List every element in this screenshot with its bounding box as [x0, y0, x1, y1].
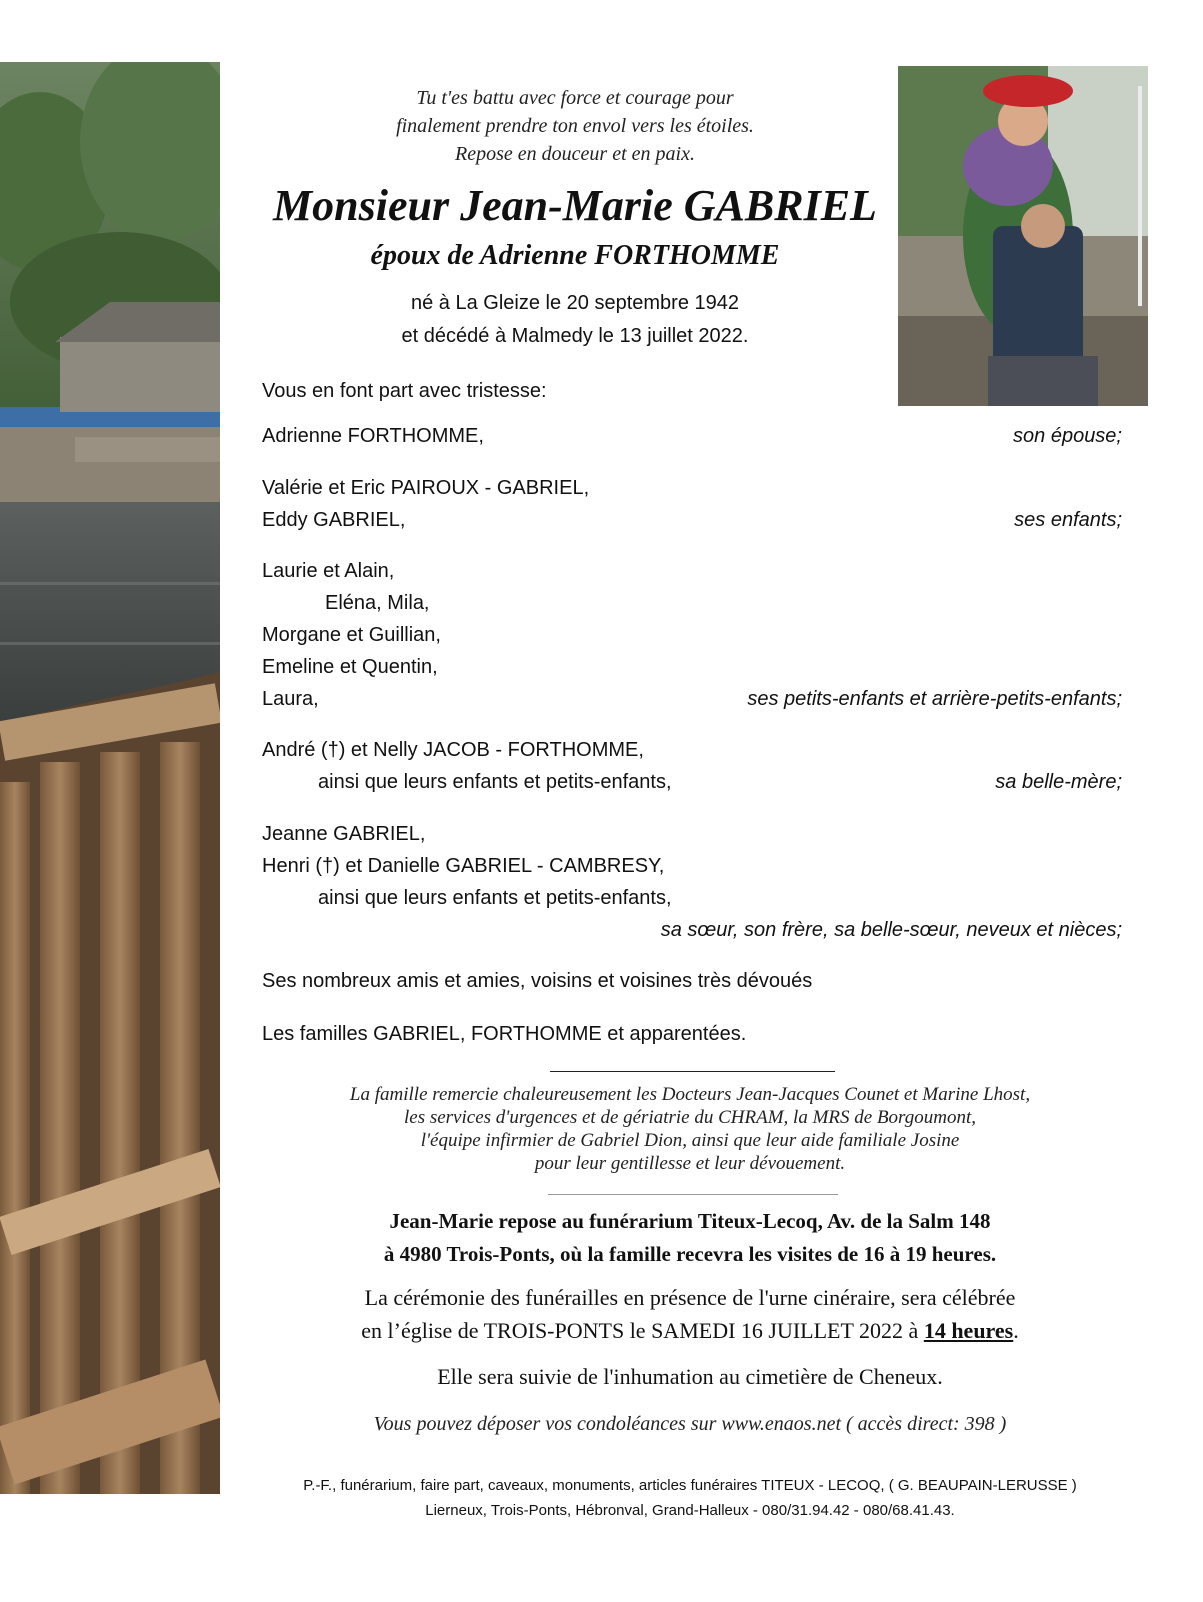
- thanks-line: les services d'urgences et de gériatrie du CHRAM, la MRS de Borgoumont,: [403, 1107, 976, 1128]
- ceremony-block: [230, 1281, 1150, 1347]
- dates: [300, 287, 850, 353]
- relation: sa sœur, son frère, sa belle-sœur, neveux et nièces;: [660, 919, 1122, 941]
- verse-line: finalement prendre ton envol vers les étoiles.: [396, 115, 754, 137]
- divider: [550, 1071, 835, 1072]
- family-group-grandchildren: [262, 555, 1122, 715]
- family-name: Laura,: [262, 688, 319, 710]
- repose-line: à 4980 Trois-Ponts, où la famille recevra les visites de 16 à 19 heures.: [383, 1242, 997, 1266]
- relation: ses enfants;: [1014, 509, 1122, 531]
- family-group-siblings: [262, 818, 1122, 946]
- ceremony-line: [230, 1314, 1150, 1347]
- family-name: Emeline et Quentin,: [262, 656, 438, 678]
- family-name: Adrienne FORTHOMME,: [262, 425, 484, 447]
- thanks-line: La famille remercie chaleureusement les Docteurs Jean-Jacques Counet et Marine Lhost,: [349, 1084, 1031, 1105]
- family-row: [262, 882, 1122, 914]
- birth-line: né à La Gleize le 20 septembre 1942: [411, 292, 739, 314]
- thanks-line: l'équipe infirmier de Gabriel Dion, ainsi que leur aide familiale Josine: [420, 1130, 960, 1151]
- ceremony-date: en l’église de TROIS-PONTS le SAMEDI 16 JUILLET 2022 à: [361, 1318, 924, 1343]
- family-row: [262, 619, 1122, 651]
- deceased-name: Monsieur Jean-Marie GABRIEL: [273, 181, 877, 230]
- family-name: Eléna, Mila,: [325, 592, 430, 614]
- portrait-photo: [898, 66, 1148, 406]
- relation: sa belle-mère;: [995, 771, 1122, 793]
- family-name: Morgane et Guillian,: [262, 624, 441, 646]
- footer-line: Lierneux, Trois-Ponts, Hébronval, Grand-Halleux - 080/31.94.42 - 080/68.41.43.: [425, 1502, 955, 1519]
- families-line: Les familles GABRIEL, FORTHOMME et apparentées.: [262, 1023, 747, 1045]
- family-row: [262, 734, 1122, 766]
- ceremony-hour: 14 heures: [923, 1318, 1014, 1343]
- family-name: Laurie et Alain,: [262, 560, 395, 582]
- family-row: [262, 850, 1122, 882]
- footer: [190, 1473, 1190, 1523]
- thanks-block: [270, 1083, 1110, 1175]
- relation: son épouse;: [1013, 425, 1122, 447]
- verse-line: Repose en douceur et en paix.: [455, 143, 695, 165]
- verse-line: Tu t'es battu avec force et courage pour: [416, 87, 734, 109]
- family-name: Valérie et Eric PAIROUX - GABRIEL,: [262, 477, 590, 499]
- spouse-line: époux de Adrienne FORTHOMME: [370, 240, 780, 271]
- family-name: ainsi que leurs enfants et petits-enfants,: [318, 887, 672, 909]
- family-row: [262, 766, 1122, 798]
- friends: [262, 965, 1122, 997]
- family-row: [262, 555, 1122, 587]
- relation: ses petits-enfants et arrière-petits-enfants;: [747, 688, 1122, 710]
- friends-line: Ses nombreux amis et amies, voisins et voisines très dévoués: [262, 970, 813, 992]
- family-row: [262, 651, 1122, 683]
- family-row: [262, 472, 1122, 504]
- condolences: Vous pouvez déposer vos condoléances sur www.enaos.net ( accès direct: 398 ): [373, 1413, 1007, 1435]
- family-name: André (†) et Nelly JACOB - FORTHOMME,: [262, 739, 644, 761]
- thanks-line: pour leur gentillesse et leur dévouement.: [534, 1153, 846, 1174]
- death-line: et décédé à Malmedy le 13 juillet 2022.: [401, 325, 749, 347]
- family-row: [262, 818, 1122, 850]
- family-row: [262, 504, 1122, 536]
- family-row: [262, 683, 1122, 715]
- family-group-mother-in-law: [262, 734, 1122, 798]
- family-row: [262, 420, 1122, 452]
- family-group-children: [262, 472, 1122, 536]
- ceremony-end: .: [1013, 1318, 1019, 1343]
- intro-line: Vous en font part avec tristesse:: [262, 380, 547, 402]
- repose-line: Jean-Marie repose au funérarium Titeux-Lecoq, Av. de la Salm 148: [389, 1209, 991, 1233]
- repose-block: [230, 1205, 1150, 1271]
- families: [262, 1018, 1122, 1050]
- family-name: Henri (†) et Danielle GABRIEL - CAMBRESY,: [262, 855, 665, 877]
- divider: [548, 1194, 838, 1195]
- family-row: [262, 587, 1122, 619]
- intro: [262, 375, 1122, 407]
- ceremony-line: La cérémonie des funérailles en présence de l'urne cinéraire, sera célébrée: [364, 1285, 1016, 1310]
- family-name: Jeanne GABRIEL,: [262, 823, 426, 845]
- lake-bridge-photo: [0, 62, 220, 1494]
- family-name: Eddy GABRIEL,: [262, 509, 406, 531]
- family-row: [262, 914, 1122, 946]
- family-group-spouse: [262, 420, 1122, 452]
- footer-line: P.-F., funérarium, faire part, caveaux, monuments, articles funéraires TITEUX - LECOQ, ( G. BEAUPAIN-LERUSSE ): [303, 1477, 1077, 1494]
- verse: [300, 84, 850, 168]
- family-name: ainsi que leurs enfants et petits-enfants,: [318, 771, 672, 793]
- inhumation: Elle sera suivie de l'inhumation au cimetière de Cheneux.: [437, 1364, 943, 1389]
